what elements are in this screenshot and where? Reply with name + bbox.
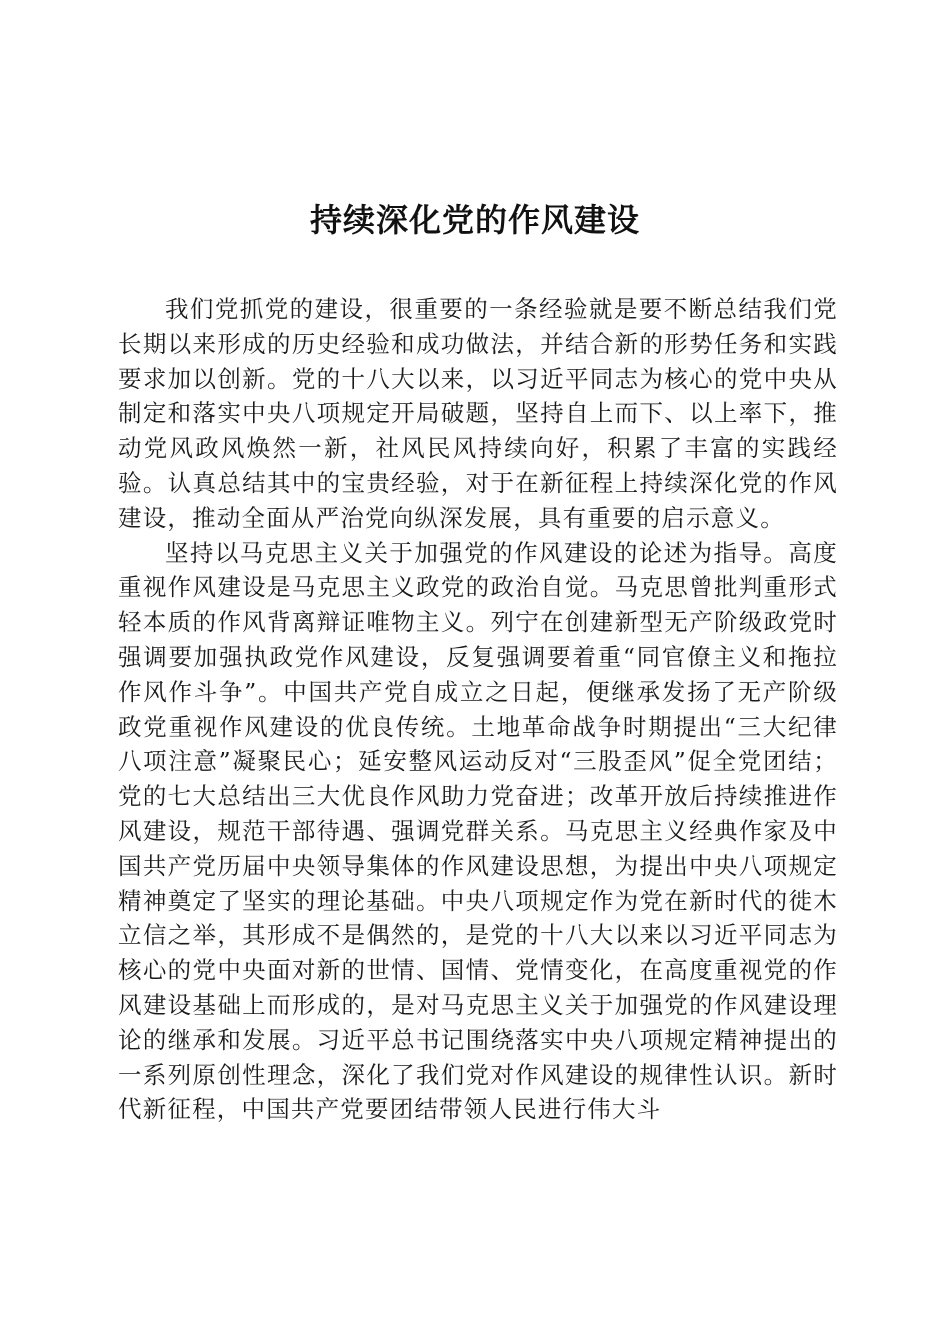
paragraph-2: 坚持以马克思主义关于加强党的作风建设的论述为指导。高度重视作风建设是马克思主义政党的政治自觉。马克思曾批判重形式轻本质的作风背离辩证唯物主义。列宁在创建新型无产阶级政党时强调要加强执政党作风建设，反复强调要着重“同官僚主义和拖拉作风作斗争”。中国共产党自成立之日起，便继承发扬了无产阶级政党重视作风建设的优良传统。土地革命战争时期提出“三大纪律八项注意”凝聚民心；延安整风运动反对“三股歪风”促全党团结；党的七大总结出三大优良作风助力党奋进；改革开放后持续推进作风建设，规范干部待遇、强调党群关系。马克思主义经典作家及中国共产党历届中央领导集体的作风建设思想，为提出中央八项规定精神奠定了坚实的理论基础。中央八项规定作为党在新时代的徙木立信之举，其形成不是偶然的，是党的十八大以来以习近平同志为核心的党中央面对新的世情、国情、党情变化，在高度重视党的作风建设基础上而形成的，是对马克思主义关于加强党的作风建设理论的继承和发展。习近平总书记围绕落实中央八项规定精神提出的一系列原创性理念，深化了我们党对作风建设的规律性认识。新时代新征程，中国共产党要团结带领人民进行伟大斗: [118, 538, 838, 1124]
document-title: 持续深化党的作风建设: [309, 201, 640, 239]
document-body: [118, 292, 838, 1127]
paragraph-1: 我们党抓党的建设，很重要的一条经验就是要不断总结我们党长期以来形成的历史经验和成功做法，并结合新的形势任务和实践要求加以创新。党的十八大以来，以习近平同志为核心的党中央从制定和落实中央八项规定开局破题，坚持自上而下、以上率下，推动党风政风焕然一新，社风民风持续向好，积累了丰富的实践经验。认真总结其中的宝贵经验，对于在新征程上持续深化党的作风建设，推动全面从严治党向纵深发展，具有重要的启示意义。: [118, 295, 838, 532]
